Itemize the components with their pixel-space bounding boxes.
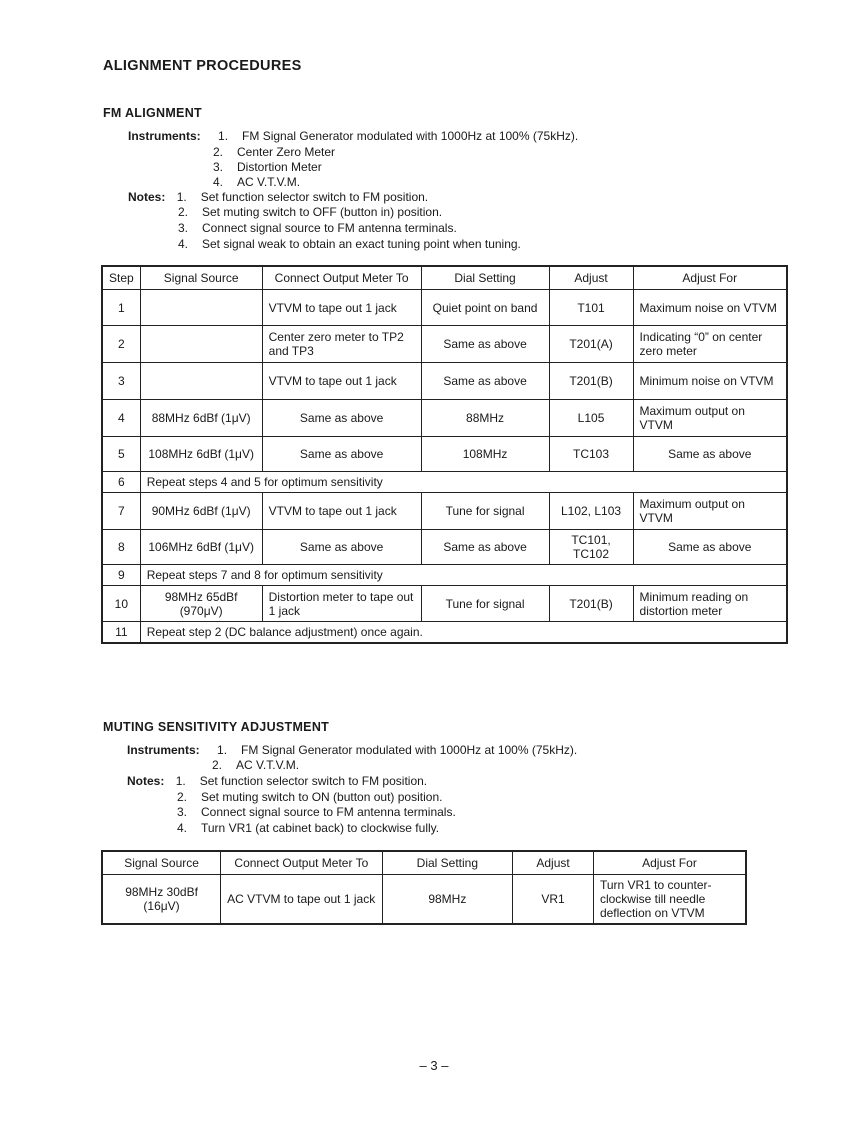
muting-note-3: 3. Connect signal source to FM antenna terminals. (177, 805, 456, 819)
table-row: 10 98MHz 65dBf (970μV) Distortion meter to tape out 1 jack Tune for signal T201(B) Minimum reading on distortion meter (102, 586, 787, 622)
table-row: 6 Repeat steps 4 and 5 for optimum sensitivity (102, 472, 787, 493)
table-row: 2 Center zero meter to TP2 and TP3 Same as above T201(A) Indicating “0” on center zero meter (102, 326, 787, 363)
muting-instruments-label: Instruments: (127, 743, 200, 757)
fm-note-4: 4. Set signal weak to obtain an exact tuning point when tuning. (178, 237, 521, 251)
table-row: 98MHz 30dBf (16μV) AC VTVM to tape out 1 jack 98MHz VR1 Turn VR1 to counter-clockwise till needle deflection on VTVM (102, 875, 746, 924)
header-connect-output-meter: Connect Output Meter To (221, 851, 382, 875)
fm-instrument-1: Instruments: 1. FM Signal Generator modulated with 1000Hz at 100% (75kHz). (128, 129, 579, 143)
fm-instrument-3: 3. Distortion Meter (213, 160, 322, 174)
page-title: ALIGNMENT PROCEDURES (103, 58, 302, 74)
fm-alignment-table (101, 265, 788, 644)
muting-instrument-2: 2. AC V.T.V.M. (212, 758, 300, 772)
table-row: 5 108MHz 6dBf (1μV) Same as above 108MHz TC103 Same as above (102, 437, 787, 472)
muting-sensitivity-table (101, 850, 747, 925)
muting-notes-label: Notes: (127, 774, 165, 788)
header-step: Step (102, 266, 140, 290)
header-adjust-for: Adjust For (593, 851, 746, 875)
header-signal-source: Signal Source (102, 851, 221, 875)
table-row: 9 Repeat steps 7 and 8 for optimum sensitivity (102, 565, 787, 586)
muting-sensitivity-heading: MUTING SENSITIVITY ADJUSTMENT (103, 720, 330, 734)
fm-instruments-label: Instruments: (128, 129, 201, 143)
fm-note-2: 2. Set muting switch to OFF (button in) position. (178, 205, 443, 219)
fm-notes-label: Notes: (128, 190, 166, 204)
fm-instrument-4: 4. AC V.T.V.M. (213, 175, 301, 189)
header-signal-source: Signal Source (140, 266, 262, 290)
table-row: 11 Repeat step 2 (DC balance adjustment) once again. (102, 622, 787, 643)
header-adjust: Adjust (549, 266, 633, 290)
table-header-row (102, 266, 787, 290)
table-row: 8 106MHz 6dBf (1μV) Same as above Same as above TC101, TC102 Same as above (102, 530, 787, 565)
header-adjust: Adjust (513, 851, 594, 875)
fm-alignment-heading: FM ALIGNMENT (103, 106, 202, 120)
fm-note-3: 3. Connect signal source to FM antenna terminals. (178, 221, 457, 235)
table-row: 7 90MHz 6dBf (1μV) VTVM to tape out 1 jack Tune for signal L102, L103 Maximum output on VTVM (102, 493, 787, 530)
muting-instrument-1: Instruments: 1. FM Signal Generator modulated with 1000Hz at 100% (75kHz). (127, 743, 578, 757)
header-dial-setting: Dial Setting (421, 266, 549, 290)
fm-instrument-2: 2. Center Zero Meter (213, 145, 336, 159)
header-adjust-for: Adjust For (633, 266, 787, 290)
page-number: – 3 – (419, 1058, 449, 1073)
muting-note-2: 2. Set muting switch to ON (button out) position. (177, 790, 443, 804)
table-header-row (102, 851, 746, 875)
muting-note-4: 4. Turn VR1 (at cabinet back) to clockwise fully. (177, 821, 440, 835)
muting-note-1: Notes: 1. Set function selector switch to FM position. (127, 774, 428, 788)
table-row: 1 VTVM to tape out 1 jack Quiet point on band T101 Maximum noise on VTVM (102, 290, 787, 326)
fm-note-1: Notes: 1. Set function selector switch to FM position. (128, 190, 429, 204)
table-row: 3 VTVM to tape out 1 jack Same as above T201(B) Minimum noise on VTVM (102, 363, 787, 400)
header-connect-output-meter: Connect Output Meter To (262, 266, 421, 290)
header-dial-setting: Dial Setting (382, 851, 513, 875)
table-row: 4 88MHz 6dBf (1μV) Same as above 88MHz L105 Maximum output on VTVM (102, 400, 787, 437)
